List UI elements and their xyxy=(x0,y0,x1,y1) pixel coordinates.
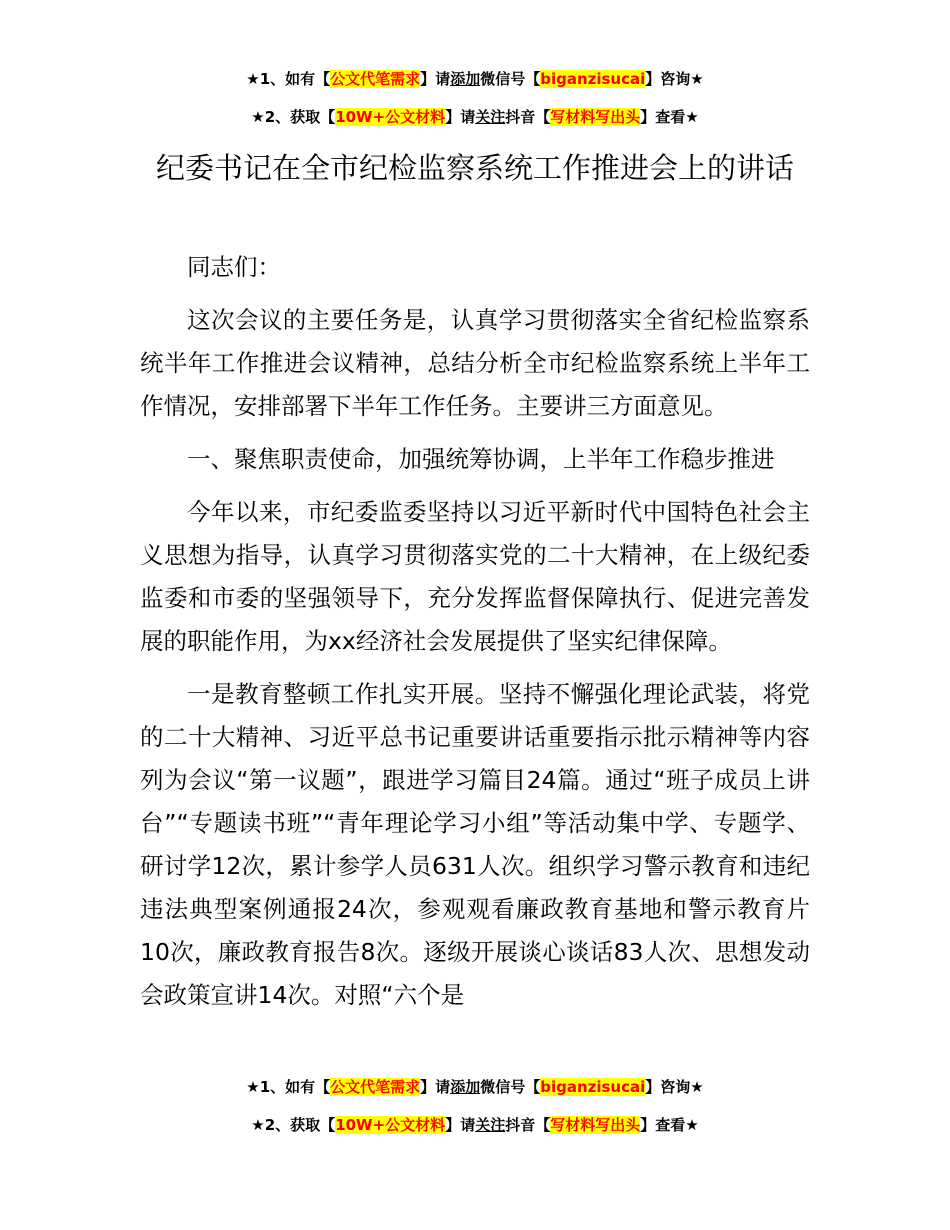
paragraph: 一是教育整顿工作扎实开展。坚持不懈强化理论武装，将党的二十大精神、习近平总书记重要讲话重要指示批示精神等内容列为会议“第一议题”，跟进学习篇目24篇。通过“班子成员上讲台”“专题读书班”“青年理论学习小组”等活动集中学、专题学、研讨学12次，累计参学人员631人次。组织学习警示教育和违纪违法典型案例通报24次，参观观看廉政教育基地和警示教育片10次，廉政教育报告8次。逐级开展谈心谈话83人次、思想发动会政策宣讲14次。对照“六个是 xyxy=(140,680,810,1009)
section-heading: 一、聚焦职责使命，加强统筹协调，上半年工作稳步推进 xyxy=(187,445,775,473)
highlight-service: 公文代笔需求 xyxy=(330,70,421,88)
paragraph: 这次会议的主要任务是，认真学习贯彻落实全省纪检监察系统半年工作推进会议精神，总结分析全市纪检监察系统上半年工作情况，安排部署下半年工作任务。主要讲三方面意见。 xyxy=(140,306,810,420)
document-title: 纪委书记在全市纪检监察系统工作推进会上的讲话 xyxy=(155,151,794,185)
banner-bottom-line1: ★1、如有【公文代笔需求】请添加微信号【biganzisucai】咨询★ xyxy=(246,1078,704,1096)
highlight-wechat-id: biganzisucai xyxy=(540,1078,646,1096)
paragraph: 今年以来，市纪委监委坚持以习近平新时代中国特色社会主义思想为指导，认真学习贯彻落实党的二十大精神，在上级纪委监委和市委的坚强领导下，充分发挥监督保障执行、促进完善发展的职能作用，为xx经济社会发展提供了坚实纪律保障。 xyxy=(140,498,810,655)
highlight-douyin: 写材料写出头 xyxy=(550,108,641,126)
highlight-materials: 10W+公文材料 xyxy=(335,108,446,126)
highlight-wechat-id: biganzisucai xyxy=(540,70,646,88)
salutation: 同志们： xyxy=(187,253,281,281)
highlight-service: 公文代笔需求 xyxy=(330,1078,421,1096)
highlight-douyin: 写材料写出头 xyxy=(550,1116,641,1134)
banner-top-line1: ★1、如有【公文代笔需求】请添加微信号【biganzisucai】咨询★ xyxy=(246,70,704,88)
banner-bottom-line2: ★2、获取【10W+公文材料】请关注抖音【写材料写出头】查看★ xyxy=(251,1116,699,1134)
highlight-materials: 10W+公文材料 xyxy=(335,1116,446,1134)
document-body xyxy=(140,246,810,1027)
banner-top-line2: ★2、获取【10W+公文材料】请关注抖音【写材料写出头】查看★ xyxy=(251,108,699,126)
